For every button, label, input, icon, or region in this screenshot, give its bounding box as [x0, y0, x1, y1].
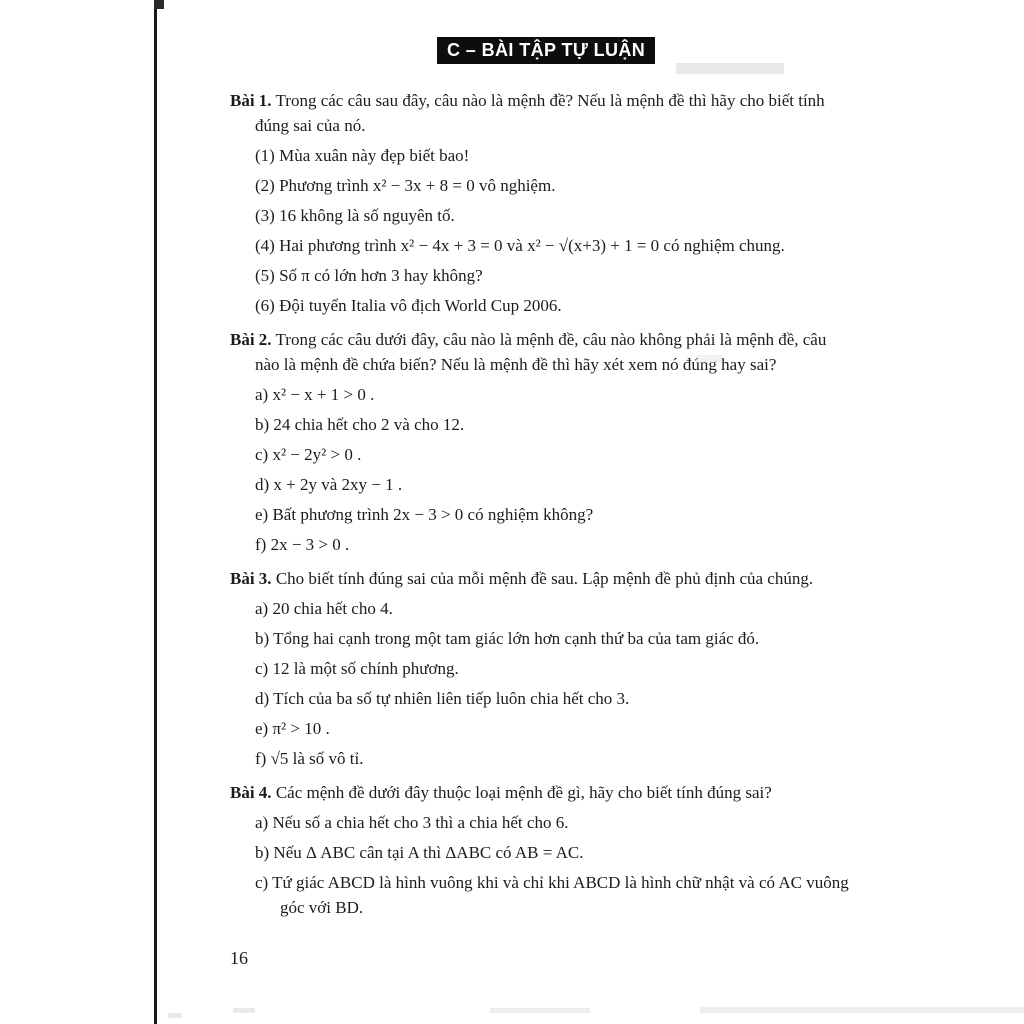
exercise-item: f) √5 là số vô tỉ.: [255, 749, 364, 768]
exercise-item: a) x² − x + 1 > 0 .: [255, 385, 375, 404]
exercise-item: c) Tứ giác ABCD là hình vuông khi và chỉ khi ABCD là hình chữ nhật và có AC vuông góc với BD.: [255, 873, 849, 917]
exercise-1: [230, 88, 854, 318]
exercise-intro-text: Các mệnh đề dưới đây thuộc loại mệnh đề gì, hãy cho biết tính đúng sai?: [275, 783, 772, 802]
exercise-item: (6) Đội tuyển Italia vô địch World Cup 2006.: [255, 296, 562, 315]
exercise-label: Bài 2.: [230, 330, 272, 349]
scan-artifact: [700, 1007, 1024, 1013]
exercise-item: b) Tổng hai cạnh trong một tam giác lớn hơn cạnh thứ ba của tam giác đó.: [255, 629, 760, 648]
exercise-item: a) Nếu số a chia hết cho 3 thì a chia hết cho 6.: [255, 813, 569, 832]
exercise-item: (1) Mùa xuân này đẹp biết bao!: [255, 146, 470, 165]
section-header-banner: [437, 37, 655, 64]
exercise-item: (4) Hai phương trình x² − 4x + 3 = 0 và x² − √(x+3) + 1 = 0 có nghiệm chung.: [255, 236, 785, 255]
exercise-label: Bài 3.: [230, 569, 272, 588]
exercise-item: e) Bất phương trình 2x − 3 > 0 có nghiệm không?: [255, 505, 594, 524]
exercise-item: b) 24 chia hết cho 2 và cho 12.: [255, 415, 465, 434]
scan-artifact: [490, 1008, 590, 1013]
exercise-item: d) x + 2y và 2xy − 1 .: [255, 475, 403, 494]
exercise-2: [230, 327, 854, 557]
exercise-intro-paragraph: [230, 566, 854, 591]
exercise-item: a) 20 chia hết cho 4.: [255, 599, 393, 618]
exercise-item: (5) Số π có lớn hơn 3 hay không?: [255, 266, 483, 285]
exercise-item: b) Nếu Δ ABC cân tại A thì ΔABC có AB = AC.: [255, 843, 584, 862]
book-spine-corner-mark: [154, 0, 164, 9]
exercise-item: f) 2x − 3 > 0 .: [255, 535, 350, 554]
exercise-intro-text: Trong các câu sau đây, câu nào là mệnh đề? Nếu là mệnh đề thì hãy cho biết tính đúng sai của nó.: [255, 91, 825, 135]
exercise-item: (3) 16 không là số nguyên tố.: [255, 206, 455, 225]
exercise-item: c) 12 là một số chính phương.: [255, 659, 459, 678]
section-header-title: C – BÀI TẬP TỰ LUẬN: [447, 40, 646, 60]
exercise-label: Bài 4.: [230, 783, 272, 802]
book-spine-line: [154, 0, 157, 1024]
exercise-label: Bài 1.: [230, 91, 272, 110]
page-number: 16: [230, 948, 248, 968]
exercise-item: c) x² − 2y² > 0 .: [255, 445, 362, 464]
scan-artifact: [233, 1008, 255, 1013]
exercise-intro-paragraph: [230, 780, 854, 805]
exercise-item: e) π² > 10 .: [255, 719, 330, 738]
scan-artifact: [676, 63, 784, 74]
exercise-intro-text: Cho biết tính đúng sai của mỗi mệnh đề sau. Lập mệnh đề phủ định của chúng.: [275, 569, 814, 588]
exercise-intro-paragraph: [230, 88, 854, 138]
exercise-4: [230, 780, 854, 920]
exercise-intro-text: Trong các câu dưới đây, câu nào là mệnh đề, câu nào không phải là mệnh đề, câu nào là mệnh đề chứa biến? Nếu là mệnh đề thì hãy xét xem nó đúng hay sai?: [255, 330, 827, 374]
exercise-item: (2) Phương trình x² − 3x + 8 = 0 vô nghiệm.: [255, 176, 556, 195]
page-content: [230, 88, 854, 925]
exercise-intro-paragraph: [230, 327, 854, 377]
exercise-3: [230, 566, 854, 771]
scan-artifact: [168, 1013, 182, 1018]
scan-artifact: [696, 355, 722, 363]
exercise-item: d) Tích của ba số tự nhiên liên tiếp luôn chia hết cho 3.: [255, 689, 630, 708]
